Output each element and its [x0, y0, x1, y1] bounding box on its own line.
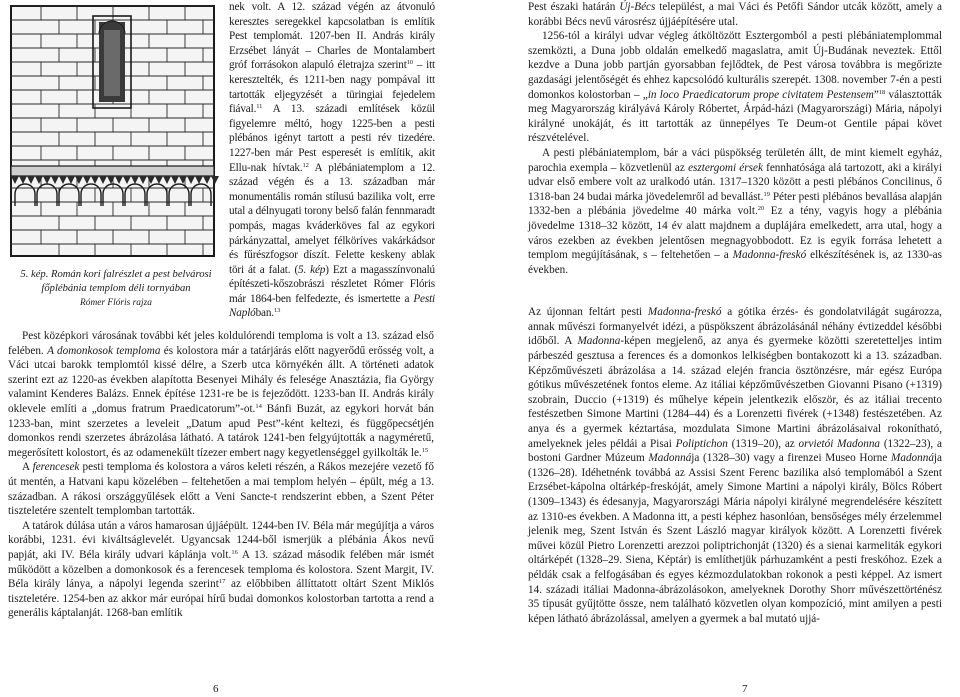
paragraph-franciscans: A ferencesek pesti temploma és kolostora a város keleti részén, a Rákos mezejére vezető fő út mentén, a Hatvani kapu közelében – feltehetően a mai templom helyén – épült, még a 13. században. A rákosi országgyűlések előtt a Veni Sancte-t rendszerint ebben, a Szent Péter tiszteletére szentelt templomban tartották.	[8, 461, 434, 518]
figure-caption	[5, 268, 227, 310]
left-column-top-text	[229, 0, 435, 321]
paragraph-gap	[528, 277, 942, 305]
footnote-ref: 11	[256, 103, 263, 111]
paragraph-royal-court: 1256-tól a királyi udvar végleg átköltözött Esztergomból a pesti plébániatemplommal szemközti, a Duna jobb oldalán emelkedő magaslatra, amit Új-Budának neveztek. Ettől kezdve a Duna jobb partján gyorsabban fejlődtek, de Pest városa továbbra is megőrizte gazdasági jelentőségét és ehhez kapcsolódó kulturális szerepét. 1308. november 7-én a pesti domonkos kolostorban – „in loco Praedicatorum prope civitatem Pestensem”$^{18}$ választották meg Magyarország királyává Károly Róbertet, Árpád-házi (Magyarországi) Mária, nápolyi királyné unokáját, és itt tartották az ünnepélyes Te Deum-ot Gentile pápai követ részvételével.	[528, 30, 942, 145]
footnote-ref: 14	[255, 402, 262, 410]
footnote-ref: 18	[878, 88, 886, 96]
footnote-ref: 16	[231, 548, 238, 556]
footnote-ref: 12	[302, 161, 309, 169]
left-column-bottom-text	[8, 329, 434, 621]
paragraph-madonna-fresco: Az újonnan feltárt pesti Madonna-freskó a gótika érzés- és gondolatvilágát sugározza, annak művészi formanyelvét idézi, a püspökszent ábrázolásánál néhány évtizeddel későbbi időből. A Madonna-képen megjelenő, az anya és gyermeke közötti szeretetteljes intim párbeszéd gesztusa a ferences és a domonkos lelkiségben bontakozott ki a 13. században. Képzőművészeti ábrázolása a 14. század elején francia ösztönzésre, már egész Európa gótikus művészetének fontos eleme. Az itáliai képzőművészetben Giovanni Pisano (+1319) szobrain, Duccio (+1319) és műhelye képein jelentkezik először, és az itáliai trecento festészetben Simone Martini (1284–44) és a Lorenzetti fivérek (+1348) festészetében. Az anya és a gyermek kéztartása, mozdulata Simone Martini ábrázolásaival rokonítható, amelyeknek jeles példái a Pisai Poliptichon (1319–20), az orvietói Madonna (1322–23), a bostoni Gardner Múzeum Madonnája (1328–30) vagy a firenzei Museo Horne Madonnája (1326–28). Idéhetnénk továbbá az Assisi Szent Ferenc bazilika alsó templomából a Szent Erzsébet-kápolna oltárkép-freskóját, amely Simone Martini a nápolyi király, Bölcs Róbert (1309–1343) és édesanyja, Magyarországi Mária nápolyi királyné megrendelésére készített az 1310-es években. A Madonna itt, a pesti képhez hasonlóan, bensőséges mély érzelemmel jelenik meg, Szent István és Szent László magyar királyok között. A Lorenzetti fivérek művei közül Pietro Lorenzetti arezzoi poliptrichonját (1320) és a sienai karmeliták egykori oltárképét (1328–29. Siena, Képtár) is említhetjük párhuzamként a pesti freskóhoz. Ezek a példák csak a felfogásában és egyes kézmozdulatokban rokonok a pesti képpel. Az ismert 14. századi itáliai Madonna-ábrázolásokon, amelyeknek Dorothy Shorr művészettörténész 35 típusát gyűjtötte össze, nem található közvetlen olyan kompozíció, mint amilyen a pesti képen látható ábrázolással, amelyen a gyermek a bal mutató ujjá-	[528, 306, 943, 625]
footnote-ref: 15	[421, 446, 429, 454]
caption-line-1: 5. kép. Román kori falrészlet a pest belvárosi	[20, 269, 212, 280]
paragraph-parish-income: A pesti plébániatemplom, bár a váci püspökség területén állt, de mint kiemelt egyház, parochia exempla – közvetlenül az esztergomi érsek fennhatósága alá tartozott, aki a királyi udvar első embere volt az uralkodó után. 1317–1320 között a pesti plébános Concilinus, ő 1318-ban 24 budai márka jövedelemről ad bevallást.$^{19}$ Péter pesti plébános bevallása alapján 1332-ben a plébánia jövedelme 40 márka volt.$^{20}$ Ez a tény, vagyis hogy a plébánia jövedelme 1318–32 között, 14 év alatt majdnem a duplájára emelkedett, arra utal, hogy a város ezekben az években jelentősen megnagyobbodott. Ez is egyik forrása lehetett a templom megújításának, s – feltehetően – a Madonna-freskó elkészítésének is, az 1330-as években.	[528, 146, 943, 276]
footnote-ref: 19	[763, 190, 770, 198]
right-column-text	[528, 0, 942, 626]
caption-line-2: főplébánia templom déli tornyában	[41, 283, 191, 294]
figure-romanesque-wall	[5, 0, 220, 315]
footnote-ref: 10	[406, 59, 413, 67]
footnote-ref: 17	[218, 578, 226, 586]
page-number-left: 6	[213, 683, 219, 695]
paragraph-church-history: nek volt. A 12. század végén az átvonuló keresztes seregekkel kapcsolatban is említik Pest templomát. 1207-ben II. András király Erzsébet lányát – Charles de Montalambert gróf forrásokon alapuló életrajza szerint$^{10}$ – itt keresztelték, és 1211-ben nagy pompával itt tartották eljegyzését a türingiai fejedelem fiával.$^{11}$ A 13. századi említések közül figyelemre méltó, hogy 1225-ben a pesti plébános igényt tartott a pesti rév tizedére. 1227-ben már Pest esperesét is említik, akit Ellu-nak hívtak.$^{12}$ A plébániatemplom a 12. század végén és a 13. században már monumentális román stílusú bazilika volt, erre utal a délnyugati torony belső falán fennmaradt pompás, magas kváderköves fal az egykori párkányzattal, amelyet félköríves vakárkádsor és fűrészfogsor díszít. Felette keskeny ablak töri át a falat. (5. kép) Ezt a magasszínvonalú építészeti-kőszobrászi részletet Rómer Flóris már 1864-ben felfedezte, és ismertette a Pesti Naplóban.$^{13}$	[229, 1, 435, 320]
romanesque-wall-drawing	[5, 0, 220, 262]
footnote-ref: 20	[757, 205, 765, 213]
caption-credit: Rómer Flóris rajza	[80, 298, 152, 308]
right-page	[480, 0, 960, 693]
page-number-right: 7	[742, 683, 748, 695]
paragraph-rebuilding: A tatárok dúlása után a város hamarosan újjáépült. 1244-ben IV. Béla már megújítja a város korábbi, 1231. évi kiváltságlevelét. Ugyancsak 1244-ből ismerjük a plébánia Ákos nevű papját, aki IV. Béla király udvari káplánja volt.$^{16}$ A 13. század második felében már ismét működött a közelben a domonkosok és a ferencesek temploma és kolostora. Szent Margit, IV. Béla király lánya, a nápolyi legenda szerint$^{17}$ az előbbiben állíttatott oltárt Szent Miklós tiszteletére. 1254-ben az akkor már európai hírű budai domonkos kolostorban tartotta a rend a generális káptalanját. 1268-ban említik	[8, 519, 435, 620]
paragraph-dominicans: Pest középkori városának további két jeles koldulórendi temploma is volt a 13. század első felében. A domonkosok temploma és kolostora már a tatárjárás előtt nagyerődű erősség volt, a Váci utcai barokk templomtól kissé délre, a Szerb utca környékén állt. A történeti adatok szerint ezt az 1220-as években alapította Besenyei Mihály és felesége Anasztázia, fia György valamint Kenderes Balázs. Ennek építése 1231-re be is fejeződött. 1233-ban II. András király oklevele említi a „domus fratrum Praedicatorum”-ot.$^{14}$ Bánfi Buzát, az egykori horvát bán 1233-ban, mint szerzetes a leveleit „Datum apud Pest”-ként keltezi, és függőpecsétjén domonkos rendi szerzetes ábrázolása látható. A tatárok 1241-ben felgyújtották a nagyméretű, megerősített kolostort, és az odamenekült tízezer embert nagy kegyetlenséggel gyilkolták le.$^{15}$	[8, 330, 434, 459]
paragraph-uj-becs: Pest északi határán Új-Bécs települést, a mai Váci és Petőfi Sándor utcák között, amely a korábbi Bécs nevű városrész újjáépítésére utal.	[528, 1, 942, 28]
footnote-ref: 13	[273, 307, 281, 315]
left-page	[0, 0, 470, 693]
